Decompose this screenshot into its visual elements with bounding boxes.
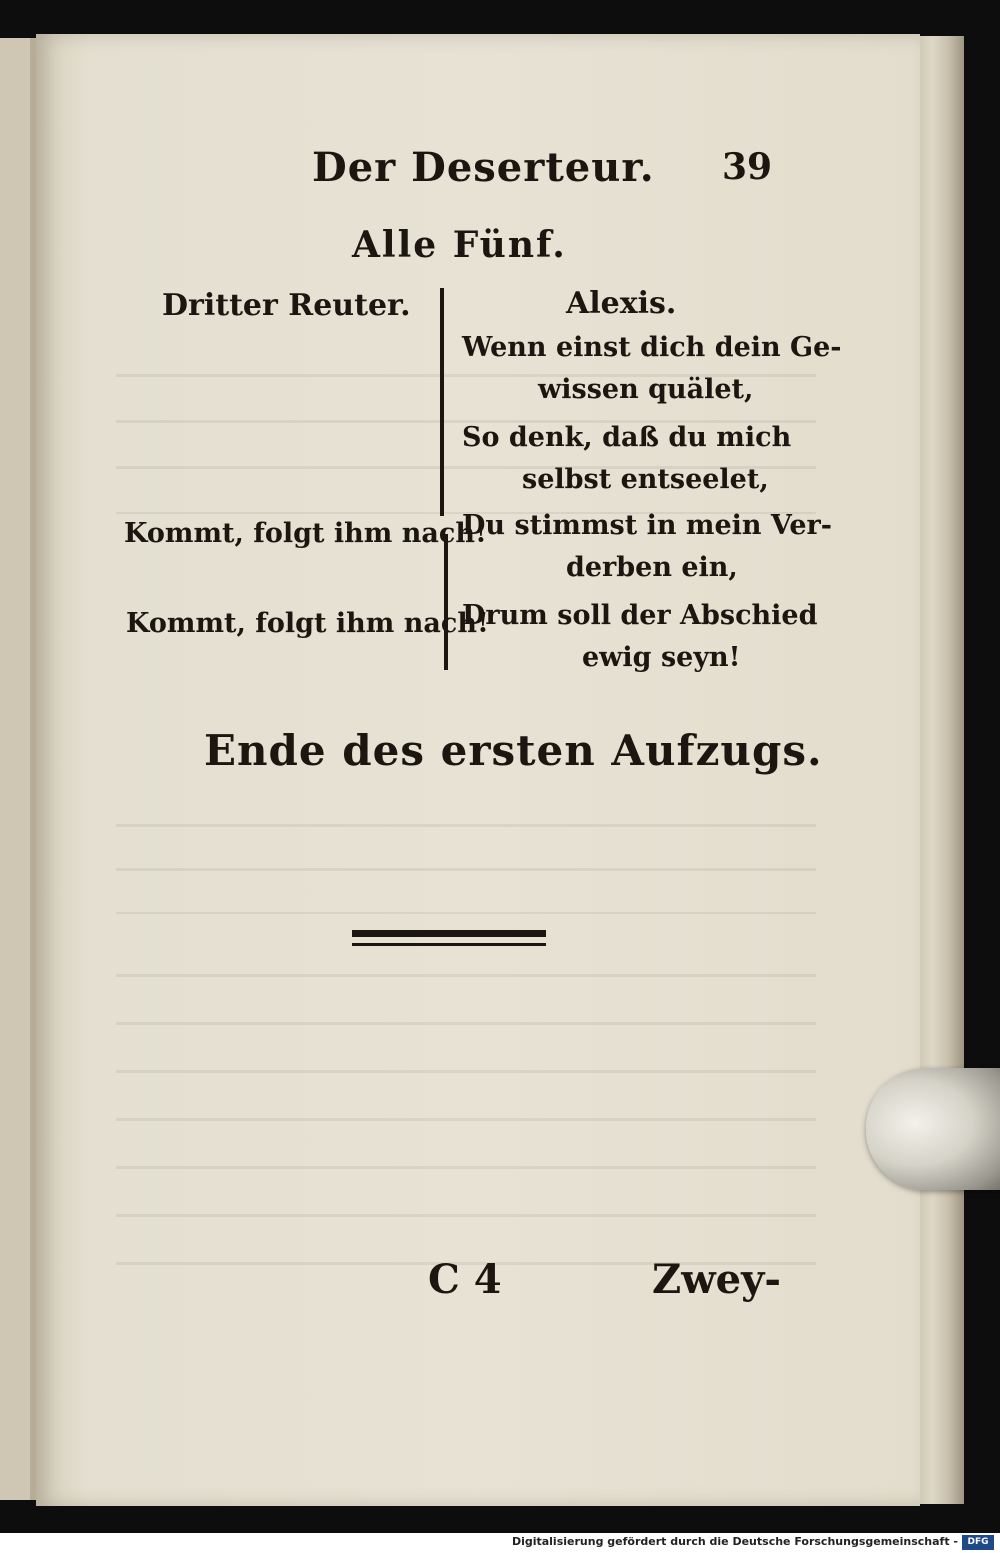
running-head-title: Der Deserteur. <box>312 144 655 191</box>
show-through-shadow <box>116 974 816 1274</box>
right-line: Wenn einst dich dein Ge- <box>462 332 842 363</box>
catchword: Zwey- <box>652 1256 781 1303</box>
speaker-left: Dritter Reuter. <box>162 288 411 323</box>
left-line: Kommt, folgt ihm nach! <box>126 608 489 639</box>
left-line: Kommt, folgt ihm nach! <box>124 518 487 549</box>
book-page <box>36 34 920 1506</box>
right-line: So denk, daß du mich <box>462 422 792 453</box>
signature-mark: C 4 <box>428 1256 502 1303</box>
act-end-heading: Ende des ersten Aufzugs. <box>204 726 823 775</box>
footer-bar <box>0 1533 1000 1553</box>
facing-page-edge <box>0 38 36 1500</box>
footer-credit: Digitalisierung gefördert durch die Deutsche Forschungsgemeinschaft - <box>511 1535 958 1548</box>
column-divider <box>440 420 444 516</box>
right-line: derben ein, <box>566 552 738 583</box>
right-line: Drum soll der Abschied <box>462 600 818 631</box>
chorus-heading: Alle Fünf. <box>352 224 567 266</box>
column-divider <box>444 534 448 670</box>
right-line: ewig seyn! <box>582 642 741 673</box>
right-line: Du stimmst in mein Ver- <box>462 510 832 541</box>
page-number: 39 <box>722 146 773 188</box>
right-line: wissen quälet, <box>538 374 754 405</box>
show-through-shadow <box>116 824 816 914</box>
right-line: selbst entseelet, <box>522 464 769 495</box>
page-clip <box>866 1068 1000 1190</box>
ornamental-rule <box>352 943 546 946</box>
column-divider <box>440 288 444 434</box>
speaker-right: Alexis. <box>566 286 677 321</box>
dfg-logo: DFG <box>962 1535 994 1550</box>
ornamental-rule <box>352 930 546 937</box>
